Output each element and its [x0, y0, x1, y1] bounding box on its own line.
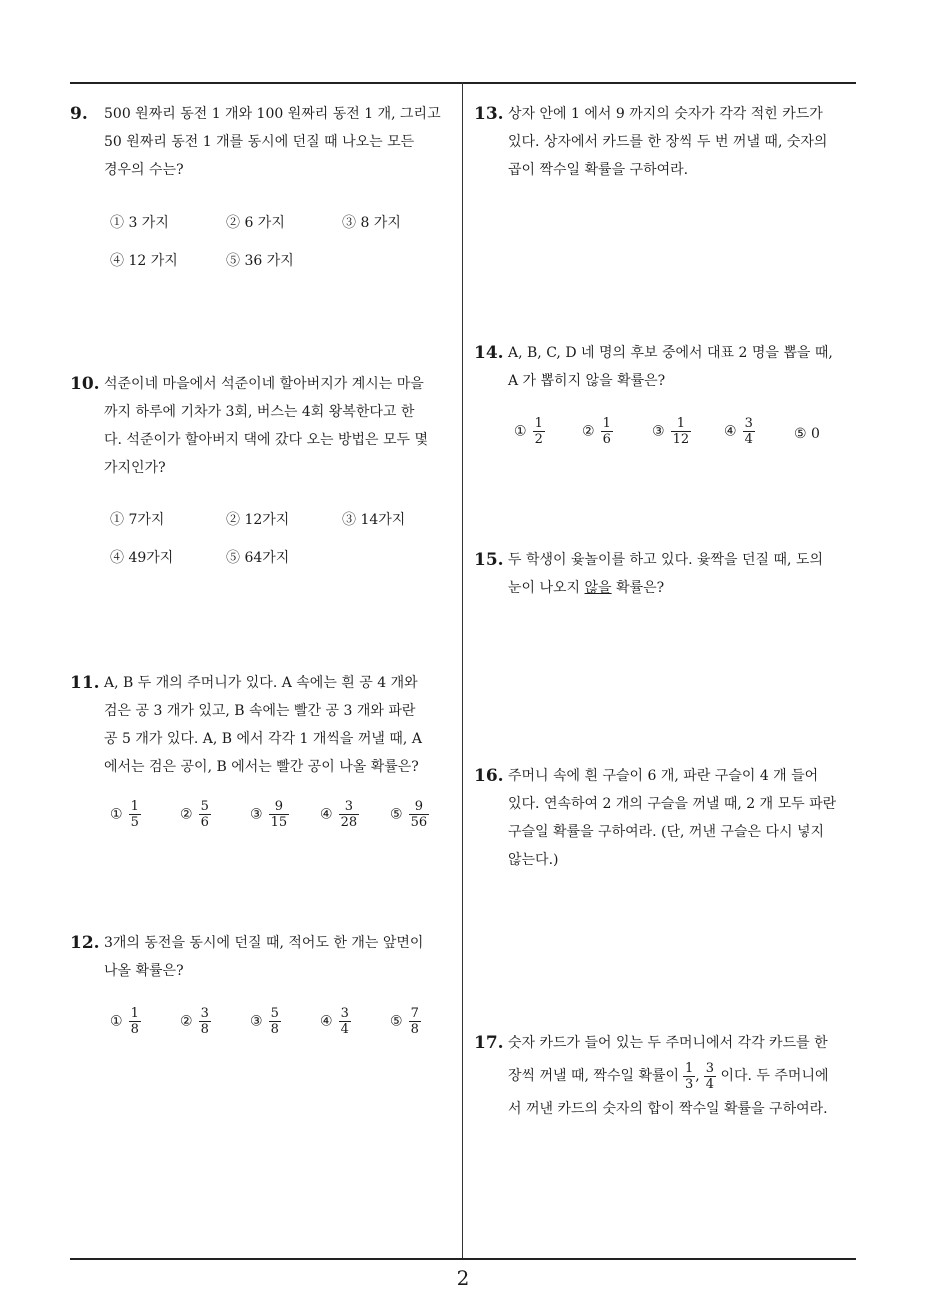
choice-mark: ③	[652, 423, 665, 440]
choice-mark: ②	[180, 806, 193, 823]
question-line: 까지 하루에 기차가 3회, 버스는 4회 왕복한다고 한	[104, 404, 415, 420]
question-number: 14.	[474, 343, 504, 363]
question-12	[70, 929, 464, 985]
question-line: 않는다.)	[508, 852, 559, 868]
choice-4[interactable]	[320, 1006, 351, 1037]
question-line	[508, 574, 868, 602]
question-line: 에서는 검은 공이, B 에서는 빨간 공이 나올 확률은?	[104, 759, 419, 775]
denominator: 56	[410, 815, 428, 830]
text-segment: 장씩 꺼낼 때, 짝수일 확률이	[508, 1068, 680, 1084]
question-line: 3개의 동전을 동시에 던질 때, 적어도 한 개는 앞면이	[104, 935, 424, 951]
question-text	[508, 762, 868, 874]
numerator: 1	[685, 1060, 694, 1076]
choice-4[interactable]	[724, 416, 755, 447]
choice-3[interactable]: ③ 8 가지	[342, 215, 401, 231]
numerator: 1	[602, 416, 611, 431]
question-line: 있다. 상자에서 카드를 한 장씩 두 번 꺼낼 때, 숫자의	[508, 134, 828, 150]
question-line: 공 5 개가 있다. A, B 에서 각각 1 개씩을 꺼낼 때, A	[104, 731, 422, 747]
question-line: 다. 석준이가 할아버지 댁에 갔다 오는 방법은 모두 몇	[104, 432, 429, 448]
denominator: 4	[744, 432, 753, 447]
question-line: 경우의 수는?	[104, 162, 184, 178]
question-line: 주머니 속에 흰 구슬이 6 개, 파란 구슬이 4 개 들어	[508, 768, 819, 784]
text-segment: 확률은?	[611, 580, 665, 596]
question-line: 있다. 연속하여 2 개의 구슬을 꺼낼 때, 2 개 모두 파란	[508, 796, 837, 812]
question-number: 9.	[70, 104, 88, 124]
question-number: 12.	[70, 933, 100, 953]
question-line: 구슬일 확률을 구하여라. (단, 꺼낸 구슬은 다시 넣지	[508, 824, 824, 840]
choice-mark: ②	[582, 423, 595, 440]
numerator: 3	[200, 1006, 209, 1021]
numerator: 1	[671, 416, 692, 432]
choice-2[interactable]	[582, 416, 613, 447]
choices-12	[110, 1006, 450, 1046]
question-16	[474, 762, 868, 874]
question-10	[70, 370, 464, 482]
choice-4[interactable]: ④ 12 가지	[110, 253, 178, 269]
denominator: 4	[340, 1022, 349, 1037]
question-number: 11.	[70, 673, 100, 693]
question-line: 숫자 카드가 들어 있는 두 주머니에서 각각 카드를 한	[508, 1035, 828, 1051]
fraction	[129, 799, 141, 830]
numerator: 1	[130, 1006, 139, 1021]
choice-1[interactable]	[514, 416, 545, 447]
question-17	[474, 1029, 868, 1123]
choice-3[interactable]	[250, 1006, 281, 1037]
denominator: 6	[200, 815, 209, 830]
question-text	[508, 546, 868, 602]
choice-2[interactable]: ② 12가지	[226, 512, 290, 528]
question-line: 두 학생이 윷놀이를 하고 있다. 윷짝을 던질 때, 도의	[508, 552, 823, 568]
denominator: 6	[602, 432, 611, 447]
choice-mark: ①	[110, 1013, 123, 1030]
choice-mark: ⑤	[390, 1013, 403, 1030]
numerator: 9	[409, 799, 430, 815]
bottom-rule	[70, 1258, 856, 1260]
question-15	[474, 546, 868, 602]
question-text	[104, 100, 464, 184]
denominator: 4	[705, 1076, 715, 1092]
denominator: 3	[685, 1076, 694, 1092]
numerator: 3	[339, 799, 360, 815]
choice-1[interactable]: ① 7가지	[110, 512, 165, 528]
choice-mark: ④	[724, 423, 737, 440]
question-line: 검은 공 3 개가 있고, B 속에는 빨간 공 3 개와 파란	[104, 703, 416, 719]
question-text	[104, 929, 464, 985]
text-segment: 눈이 나오지	[508, 580, 585, 596]
choice-2[interactable]	[180, 799, 211, 830]
choice-mark: ③	[250, 806, 263, 823]
choice-1[interactable]	[110, 799, 141, 830]
fraction	[269, 799, 290, 830]
question-line: 상자 안에 1 에서 9 까지의 숫자가 각각 적힌 카드가	[508, 106, 823, 122]
fraction	[743, 416, 755, 447]
choice-mark: ④	[320, 806, 333, 823]
question-line: 50 원짜리 동전 1 개를 동시에 던질 때 나오는 모든	[104, 134, 415, 150]
question-line: 곱이 짝수일 확률을 구하여라.	[508, 162, 689, 178]
fraction	[199, 799, 211, 830]
fraction	[409, 799, 430, 830]
numerator: 5	[270, 1006, 279, 1021]
question-line: 가지인가?	[104, 460, 166, 476]
numerator: 7	[410, 1006, 419, 1021]
denominator: 28	[340, 815, 358, 830]
fraction	[339, 1006, 351, 1037]
denominator: 8	[270, 1022, 279, 1037]
fraction	[339, 799, 360, 830]
question-line: A, B 두 개의 주머니가 있다. A 속에는 흰 공 4 개와	[104, 675, 418, 691]
fraction	[601, 416, 613, 447]
numerator: 1	[534, 416, 543, 431]
question-text	[104, 669, 464, 781]
choice-2[interactable]	[180, 1006, 211, 1037]
choice-mark: ③	[250, 1013, 263, 1030]
choice-mark: ⑤	[390, 806, 403, 823]
choices-11	[110, 799, 450, 839]
question-text	[508, 100, 868, 184]
denominator: 12	[672, 432, 690, 447]
choice-3[interactable]: ③ 14가지	[342, 512, 406, 528]
fraction	[704, 1061, 716, 1092]
fraction	[533, 416, 545, 447]
question-line: 석준이네 마을에서 석준이네 할아버지가 계시는 마을	[104, 376, 424, 392]
numerator: 9	[269, 799, 290, 815]
denominator: 2	[534, 432, 543, 447]
top-rule	[70, 82, 856, 84]
choice-5[interactable]	[390, 1006, 421, 1037]
numerator: 3	[705, 1060, 715, 1076]
numerator: 1	[130, 799, 139, 814]
fraction	[269, 1006, 281, 1037]
question-text	[104, 370, 464, 482]
choice-mark: ②	[180, 1013, 193, 1030]
question-number: 13.	[474, 104, 504, 124]
numerator: 3	[340, 1006, 349, 1021]
question-number: 10.	[70, 374, 100, 394]
question-text	[508, 1029, 868, 1123]
denominator: 15	[270, 815, 288, 830]
question-line: 서 꺼낸 카드의 숫자의 합이 짝수일 확률을 구하여라.	[508, 1101, 828, 1117]
choice-mark: ①	[110, 806, 123, 823]
question-line: 500 원짜리 동전 1 개와 100 원짜리 동전 1 개, 그리고	[104, 106, 441, 122]
choice-5[interactable]: ⑤ 36 가지	[226, 253, 294, 269]
numerator: 5	[200, 799, 209, 814]
choice-3[interactable]	[250, 799, 289, 830]
question-number: 16.	[474, 766, 504, 786]
numerator: 3	[744, 416, 753, 431]
question-9	[70, 100, 464, 184]
question-14	[474, 339, 868, 395]
question-number: 15.	[474, 550, 504, 570]
question-line: A 가 뽑히지 않을 확률은?	[508, 373, 666, 389]
question-11	[70, 669, 464, 781]
choices-14	[514, 416, 854, 456]
fraction	[683, 1061, 695, 1092]
underlined-text: 않을	[584, 580, 612, 596]
choice-1[interactable]: ① 3 가지	[110, 215, 169, 231]
choice-5[interactable]: ⑤ 64가지	[226, 550, 290, 566]
text-segment: 이다. 두 주머니에	[720, 1068, 829, 1084]
question-number: 17.	[474, 1033, 504, 1053]
denominator: 8	[200, 1022, 209, 1037]
choice-1[interactable]	[110, 1006, 141, 1037]
choice-4[interactable]: ④ 49가지	[110, 550, 174, 566]
denominator: 8	[410, 1022, 419, 1037]
choice-5[interactable]: ⑤ 0	[794, 426, 820, 442]
separator: ,	[695, 1068, 700, 1084]
choice-2[interactable]: ② 6 가지	[226, 215, 285, 231]
choice-mark: ④	[320, 1013, 333, 1030]
choice-3[interactable]	[652, 416, 691, 447]
question-line: 나올 확률은?	[104, 963, 184, 979]
fraction	[199, 1006, 211, 1037]
choice-4[interactable]	[320, 799, 359, 830]
choice-5[interactable]	[390, 799, 429, 830]
denominator: 5	[130, 815, 139, 830]
fraction	[409, 1006, 421, 1037]
question-line	[508, 1057, 868, 1095]
fraction	[671, 416, 692, 447]
page-number: 2	[456, 1266, 470, 1290]
question-13	[474, 100, 868, 184]
fraction	[129, 1006, 141, 1037]
choice-mark: ①	[514, 423, 527, 440]
question-text	[508, 339, 868, 395]
question-line: A, B, C, D 네 명의 후보 중에서 대표 2 명을 뽑을 때,	[508, 345, 833, 361]
denominator: 8	[130, 1022, 139, 1037]
